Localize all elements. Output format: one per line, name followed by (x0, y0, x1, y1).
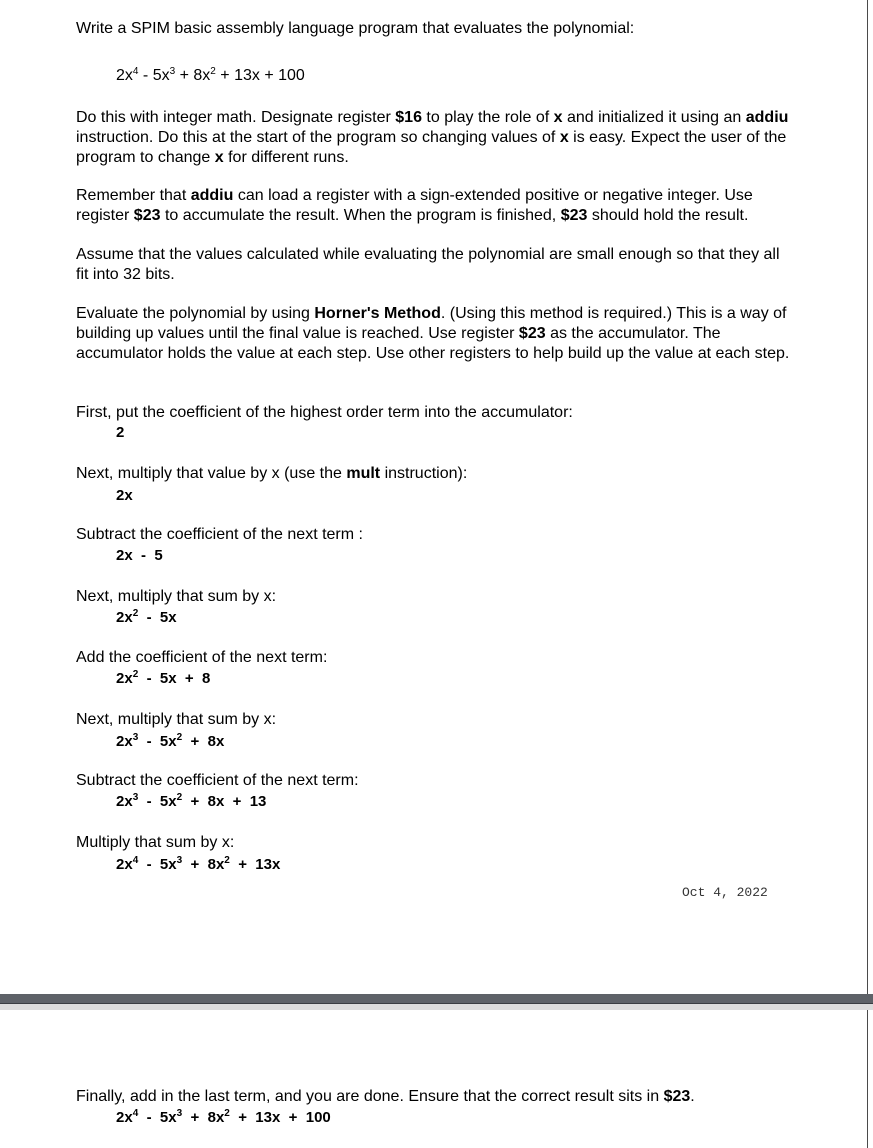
step-label: Next, multiply that sum by x: (76, 711, 277, 728)
page-separator (0, 994, 873, 1010)
polynomial-expression: $2x^4 - 5x^3 + 8x^2 + 13x + 100$ (116, 66, 305, 84)
page-separator-shadow (0, 994, 873, 1003)
step-expression: $2x^2 - 5x$ (116, 608, 177, 626)
step-expression: 2 (116, 424, 125, 441)
page-separator-edge (0, 1003, 873, 1004)
step-expression: $2x^3 - 5x^2 + 8x + 13$ (116, 792, 267, 810)
step-expression: $2x^2 - 5x + 8$ (116, 669, 211, 687)
paragraph-horners-method: Evaluate the polynomial by using Horner's Method. (Using this method is required.) This is a way of building up values until the final value is reached. Use register $23 as the accumulator. The accumulator holds the value at each step. Use other registers to help build up the value at each step. (76, 305, 790, 362)
step-expression: $2x^4 - 5x^3 + 8x^2 + 13x$ (116, 855, 281, 873)
step-label: Add the coefficient of the next term: (76, 649, 328, 666)
step-label: Subtract the coefficient of the next term: (76, 772, 359, 789)
final-step-label: Finally, add in the last term, and you are done. Ensure that the correct result sits in $23. (76, 1088, 695, 1105)
step-label: Subtract the coefficient of the next term : (76, 526, 363, 543)
step-label: Multiply that sum by x: (76, 834, 235, 851)
intro-text: Write a SPIM basic assembly language program that evaluates the polynomial: (76, 20, 635, 37)
step-label: Next, multiply that sum by x: (76, 588, 277, 605)
page-date: Oct 4, 2022 (682, 885, 768, 900)
step-label: First, put the coefficient of the highest order term into the accumulator: (76, 404, 573, 421)
paragraph-addiu: Remember that addiu can load a register with a sign-extended positive or negative integer. Use register $23 to accumulate the result. When the program is finished, $23 should hold the result. (76, 187, 753, 224)
step-expression: 2x (116, 487, 133, 504)
document-page-2 (0, 1010, 868, 1148)
paragraph-register-setup: Do this with integer math. Designate register $16 to play the role of x and initialized it using an addiu instruction. Do this at the start of the program so changing values of x is easy. Expect the user of the program to change x for different runs. (76, 109, 789, 166)
step-expression: 2x - 5 (116, 547, 163, 564)
step-label: Next, multiply that value by x (use the mult instruction): (76, 465, 468, 482)
final-step-expression: $2x^4 - 5x^3 + 8x^2 + 13x + 100$ (116, 1108, 331, 1126)
step-expression: $2x^3 - 5x^2 + 8x$ (116, 732, 225, 750)
paragraph-32bit: Assume that the values calculated while evaluating the polynomial are small enough so that they all fit into 32 bits. (76, 246, 780, 283)
